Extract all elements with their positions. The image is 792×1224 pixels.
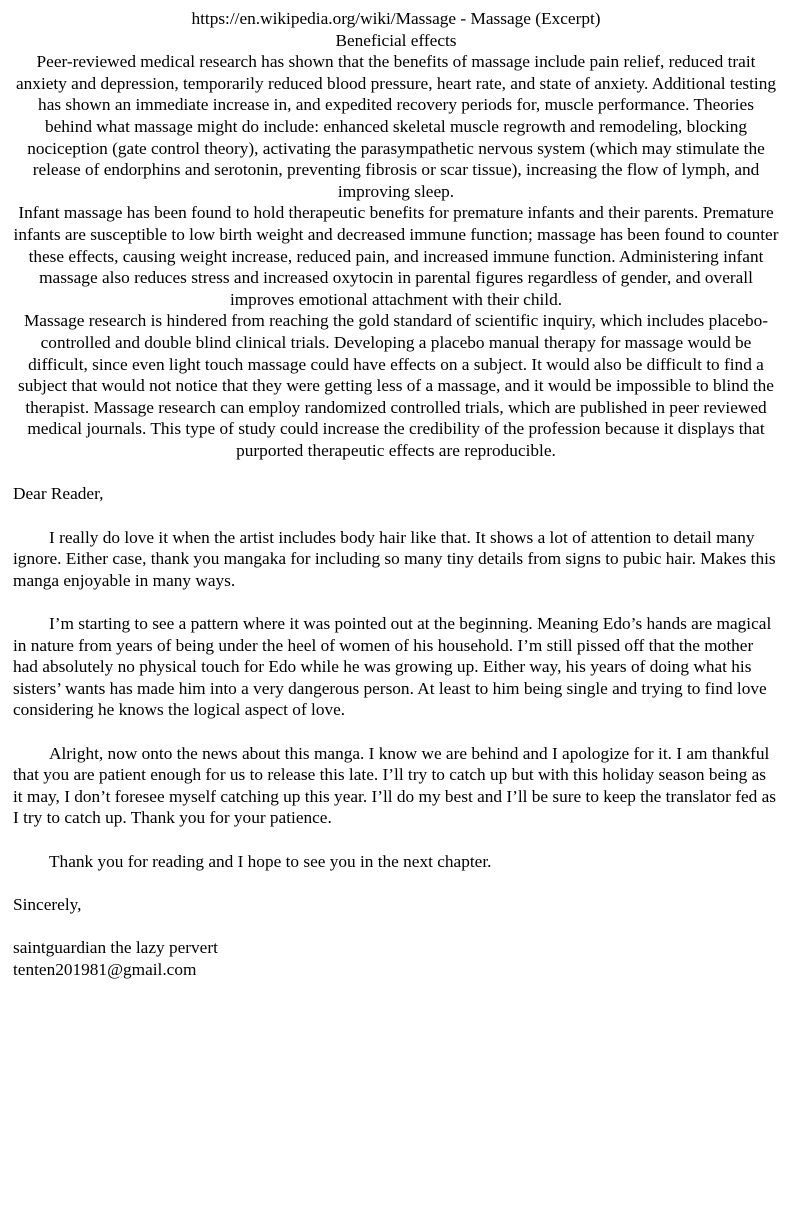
wikipedia-excerpt xyxy=(13,8,779,461)
letter-greeting: Dear Reader, xyxy=(13,484,104,504)
header-separator: - xyxy=(456,9,471,28)
letter-closing: Sincerely, xyxy=(13,894,82,914)
translator-letter xyxy=(13,483,779,980)
excerpt-paragraph: Massage research is hindered from reaching the gold standard of scientific inquiry, which includes placebo-controlled and double blind clinical trials. Developing a placebo manual therapy for massage would be difficult, since even light touch massage could have effects on a subject. It would also be difficult to find a subject that would not notice that they were getting less of a massage, and it would be impossible to blind the therapist. Massage research can employ randomized controlled trials, which are published in peer reviewed medical journals. This type of study could increase the credibility of the profession because it displays that purported therapeutic effects are reproducible. xyxy=(18,311,774,460)
section-heading: Beneficial effects xyxy=(335,30,457,50)
letter-paragraph: Alright, now onto the news about this manga. I know we are behind and I apologize for it. I am thankful that you are patient enough for us to release this late. I’ll try to catch up but with this holiday season being as it may, I don’t foresee myself catching up this year. I’ll do my best and I’ll be sure to keep the translator fed as I try to catch up. Thank you for your patience. xyxy=(13,743,777,828)
excerpt-title: Massage (Excerpt) xyxy=(470,9,601,28)
source-header-line xyxy=(13,8,779,30)
signature-email: tenten201981@gmail.com xyxy=(13,959,197,979)
letter-paragraph: I really do love it when the artist includes body hair like that. It shows a lot of attention to detail many ignore. Either case, thank you mangaka for including so many tiny details from signs to pubic hair. Makes this manga enjoyable in many ways. xyxy=(13,527,776,590)
excerpt-paragraph: Infant massage has been found to hold therapeutic benefits for premature infants and their parents. Premature infants are susceptible to low birth weight and decreased immune function; massage has been found to counter these effects, causing weight increase, reduced pain, and increased immune function. Administering infant massage also reduces stress and increased oxytocin in parental figures regardless of gender, and overall improves emotional attachment with their child. xyxy=(13,203,779,309)
excerpt-paragraph: Peer-reviewed medical research has shown that the benefits of massage include pain relief, reduced trait anxiety and depression, temporarily reduced blood pressure, heart rate, and state of anxiety. Additional testing has shown an immediate increase in, and expedited recovery periods for, muscle performance. Theories behind what massage might do include: enhanced skeletal muscle regrowth and remodeling, blocking nociception (gate control theory), activating the parasympathetic nervous system (which may stimulate the release of endorphins and serotonin, preventing fibrosis or scar tissue), increasing the flow of lymph, and improving sleep. xyxy=(16,52,776,201)
signature-name: saintguardian the lazy pervert xyxy=(13,937,218,957)
letter-paragraph: Thank you for reading and I hope to see you in the next chapter. xyxy=(49,851,492,871)
source-url: https://en.wikipedia.org/wiki/Massage xyxy=(191,9,457,28)
letter-paragraph: I’m starting to see a pattern where it was pointed out at the beginning. Meaning Edo’s hands are magical in nature from years of being under the heel of women of his household. I’m still pissed off that the mother had absolutely no physical touch for Edo while he was growing up. Either way, his years of doing what his sisters’ wants has made him into a very dangerous person. At least to him being single and trying to find love considering he knows the logical aspect of love. xyxy=(13,614,772,720)
